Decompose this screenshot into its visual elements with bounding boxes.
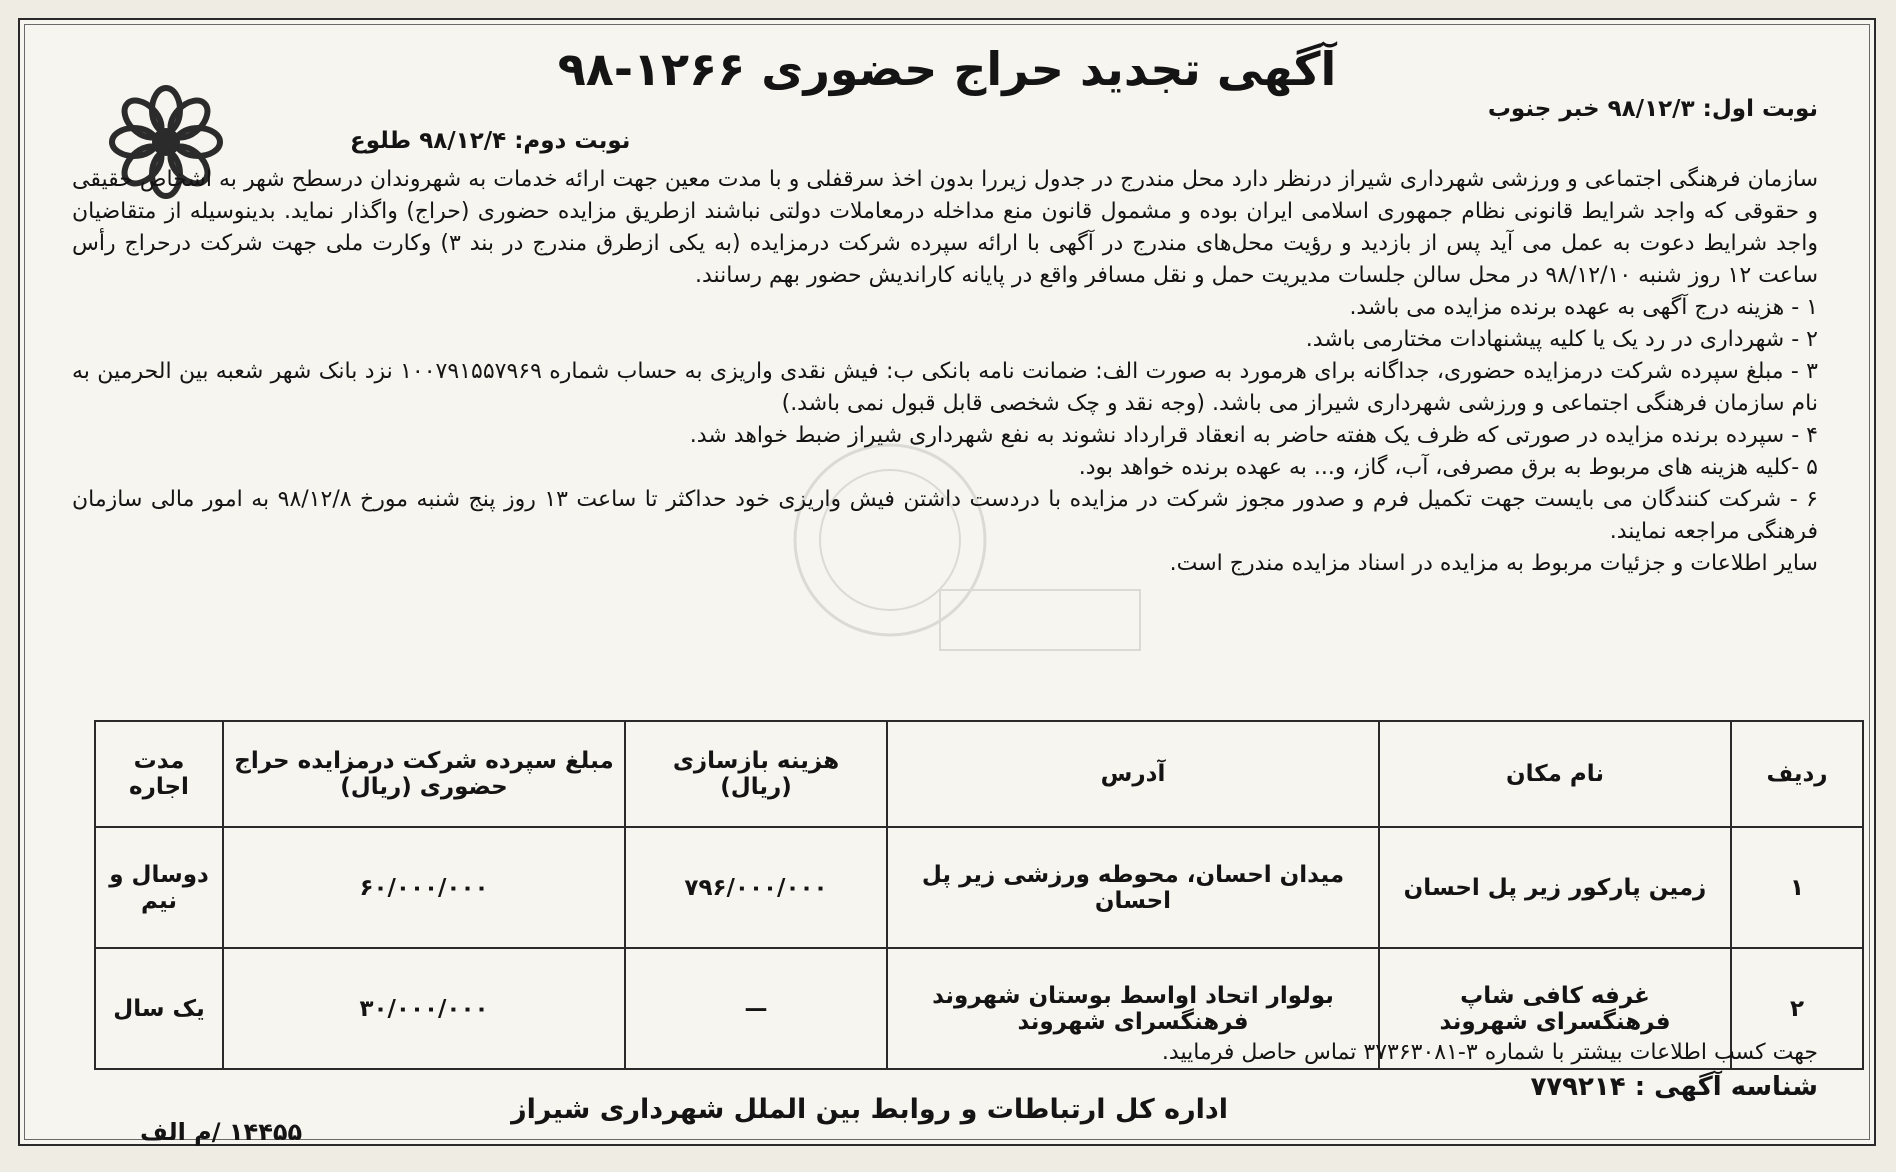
ad-identifier: شناسه آگهی : ۷۷۹۲۱۴ [1530,1072,1818,1102]
cell-place: زمین پارکور زیر پل احسان [1379,827,1731,948]
cell-address: بولوار اتحاد اواسط بوستان شهروند فرهنگسرای شهروند [887,948,1379,1069]
cell-deposit: ۳۰/۰۰۰/۰۰۰ [223,948,625,1069]
other-info: سایر اطلاعات و جزئیات مربوط به مزایده در اسناد مزایده مندرج است. [1169,551,1818,576]
cell-place: غرفه کافی شاپ فرهنگسرای شهروند [1379,948,1731,1069]
department-name: اداره کل ارتباطات و روابط بین الملل شهرداری شیراز [511,1094,1228,1125]
condition-3: ۳ - مبلغ سپرده شرکت درمزایده حضوری، جداگانه برای هرمورد به صورت الف: ضمانت نامه بانکی ب: فیش نقدی واریزی به حساب شماره ۱۰۰۷۹۱۵۵۷۹۶۹ نزد بانک شهر شعبه بین الحرمین به نام سازمان فرهنگی اجتماعی و ورزشی شهرداری شیراز می باشد. (وجه نقد و چک شخصی قابل قبول نمی باشد.) [72,359,1818,416]
condition-2: ۲ - شهرداری در رد یک یا کلیه پیشنهادات مختارمی باشد. [1305,327,1818,352]
contact-line: جهت کسب اطلاعات بیشتر با شماره ۳-۳۷۳۶۳۰۸۱ تماس حاصل فرمایید. [1161,1040,1818,1065]
cell-renovation: ۷۹۶/۰۰۰/۰۰۰ [625,827,887,948]
header-place: نام مکان [1379,721,1731,827]
header-deposit: مبلغ سپرده شرکت درمزایده حراج حضوری (ریال) [223,721,625,827]
table-header-row [95,721,1863,827]
cell-lease: یک سال [95,948,223,1069]
stamp-watermark [770,420,1150,700]
header-row-number: ردیف [1731,721,1863,827]
cell-row-number: ۱ [1731,827,1863,948]
condition-5: ۵ -کلیه هزینه های مربوط به برق مصرفی، آب، گاز، و... به عهده برنده خواهد بود. [1078,455,1818,480]
ad-code: ۱۴۴۵۵ /م الف [140,1118,303,1146]
newspaper-ad [18,18,1876,1146]
intro-paragraph: سازمان فرهنگی اجتماعی و ورزشی شهرداری شیراز درنظر دارد محل مندرج در جدول زیررا بدون اخذ سرقفلی و با مدت معین جهت ارائه خدمات به شهروندان درسطح شهر به اشخاص حقیقی و حقوقی که واجد شرایط قانونی نظام جمهوری اسلامی ایران بوده و مشمول قانون منع مداخله درمعاملات دولتی نباشند ازطریق مزایده حضوری (حراج) واگذار نماید. بدینوسیله از متقاضیان واجد شرایط دعوت به عمل می آید پس از بازدید و رؤیت محل‌های مندرج در آگهی با ارائه سپرده شرکت درمزایده (به یکی ازطرق مندرج در بند ۳) وکارت ملی جهت شرکت درحراج رأس ساعت ۱۲ روز شنبه ۹۸/۱۲/۱۰ در محل سالن جلسات مدیریت حمل و نقل مسافر واقع در پایانه کاراندیش حضور بهم رسانند. [72,167,1818,288]
second-publication: نوبت دوم: ۹۸/۱۲/۴ طلوع [350,128,631,154]
header-lease: مدت اجاره [95,721,223,827]
first-publication: نوبت اول: ۹۸/۱۲/۳ خبر جنوب [1487,96,1818,122]
cell-address: میدان احسان، محوطه ورزشی زیر پل احسان [887,827,1379,948]
cell-deposit: ۶۰/۰۰۰/۰۰۰ [223,827,625,948]
condition-1: ۱ - هزینه درج آگهی به عهده برنده مزایده می باشد. [1349,295,1818,320]
cell-lease: دوسال و نیم [95,827,223,948]
condition-4: ۴ - سپرده برنده مزایده در صورتی که ظرف یک هفته حاضر به انعقاد قرارداد نشوند به نفع شهرداری شیراز ضبط خواهد شد. [689,423,1818,448]
spacer [72,132,1818,164]
condition-6: ۶ - شرکت کنندگان می بایست جهت تکمیل فرم و صدور مجوز شرکت در مزایده با دردست داشتن فیش واریزی خود حداکثر تا ساعت ۱۳ روز پنج شنبه مورخ ۹۸/۱۲/۸ به امور مالی سازمان فرهنگی مراجعه نمایند. [72,487,1818,544]
cell-row-number: ۲ [1731,948,1863,1069]
auction-table-wrap [94,720,1864,1070]
header-renovation: هزینه بازسازی (ریال) [625,721,887,827]
auction-table [94,720,1864,1070]
footer-row [110,1072,1818,1146]
table-row [95,827,1863,948]
header-address: آدرس [887,721,1379,827]
ad-title: آگهی تجدید حراج حضوری ۱۲۶۶-۹۸ [557,42,1337,96]
cell-renovation: — [625,948,887,1069]
